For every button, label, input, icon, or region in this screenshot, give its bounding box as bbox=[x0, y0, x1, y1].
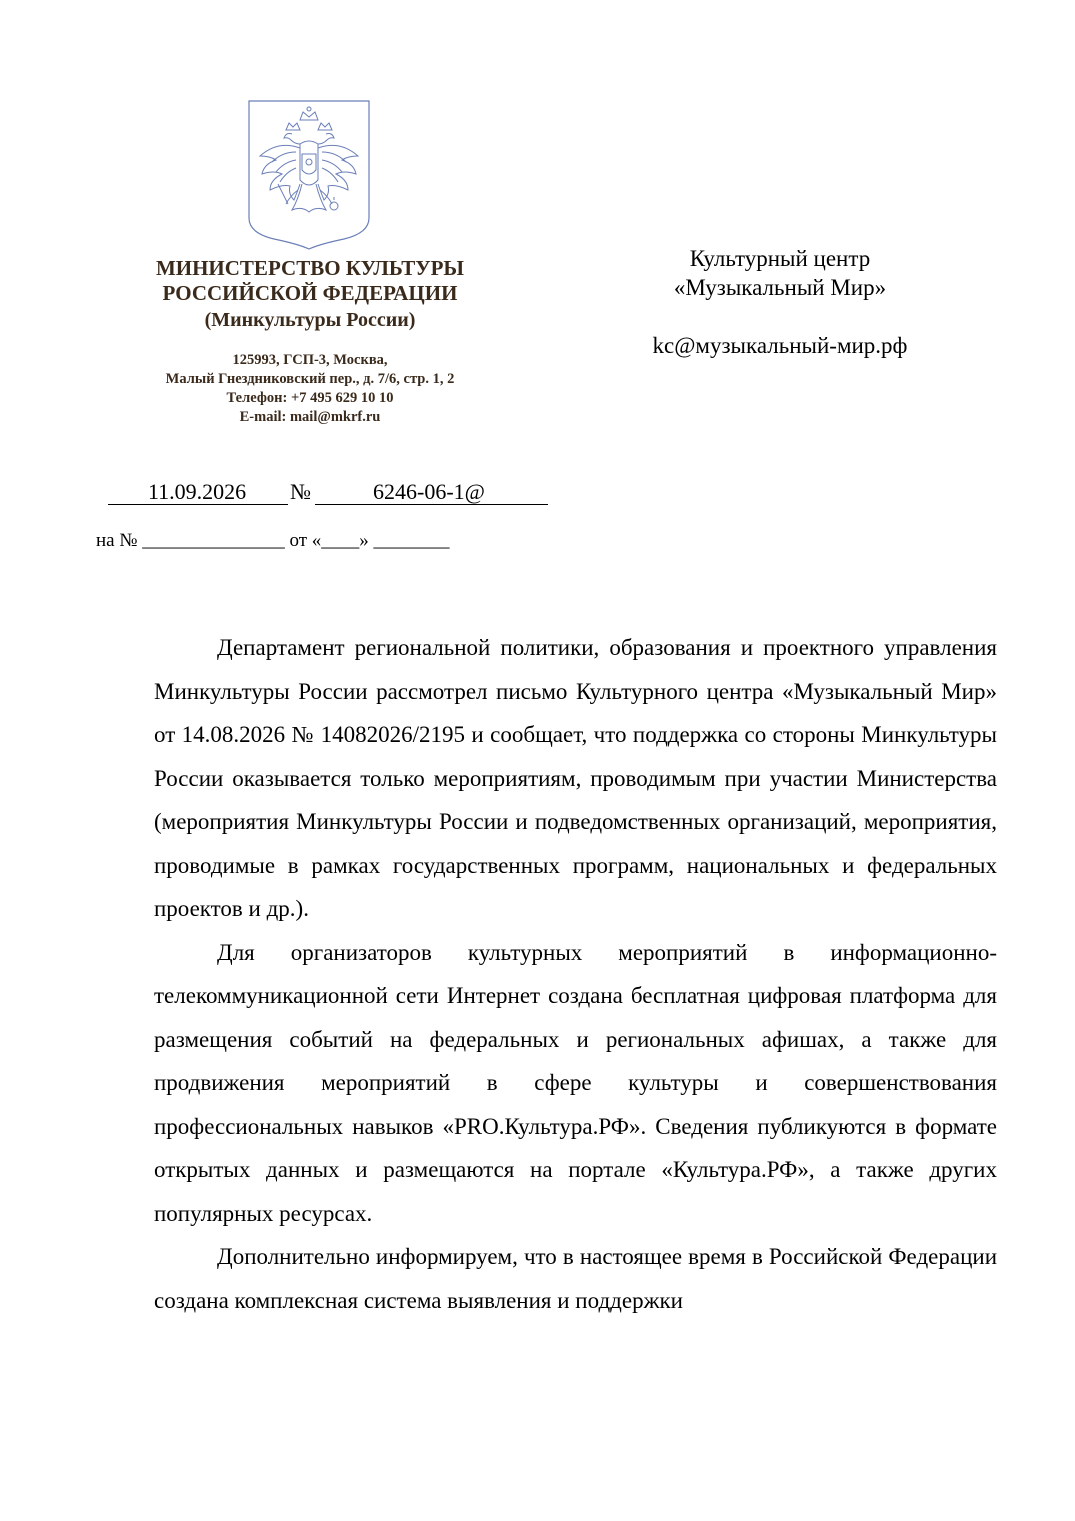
coat-of-arms-emblem bbox=[248, 100, 372, 250]
in-reply-line: на № _______________ от «____» ________ bbox=[96, 530, 450, 551]
registration-line bbox=[108, 479, 568, 509]
recipient-block bbox=[600, 244, 960, 360]
recipient-line2: «Музыкальный Мир» bbox=[673, 275, 887, 300]
registration-number: 6246-06-1@ bbox=[373, 479, 485, 504]
body-paragraph-1: Департамент региональной политики, образования и проектного управления Минкультуры России рассмотрел письмо Культурного центра «Музыкальный Мир» от 14.08.2026 № 14082026/2195 и сообщает, что поддержка со стороны Минкультуры России оказывается только мероприятиям, проводимым при участии Министерства (мероприятия Минкультуры России и подведомственных организаций, мероприятия, проводимые в рамках государственных программ, национальных и федеральных проектов и др.). bbox=[154, 635, 997, 921]
sender-address-line1: 125993, ГСП-3, Москва, bbox=[232, 352, 388, 368]
recipient-email: kc@музыкальный-мир.рф bbox=[652, 333, 908, 358]
number-sign: № bbox=[290, 479, 311, 504]
ministry-name-line2: РОССИЙСКОЙ ФЕДЕРАЦИИ bbox=[162, 281, 458, 305]
sender-email: E-mail: mail@mkrf.ru bbox=[239, 409, 381, 425]
sender-block bbox=[100, 256, 520, 427]
ministry-short-name: (Минкультуры России) bbox=[204, 309, 416, 331]
sender-address-line2: Малый Гнездниковский пер., д. 7/6, стр. 1, 2 bbox=[165, 371, 455, 387]
body-paragraph-3: Дополнительно информируем, что в настоящее время в Российской Федерации создана комплексная система выявления и поддержки bbox=[154, 1244, 997, 1313]
recipient-line1: Культурный центр bbox=[689, 246, 871, 271]
body-paragraph-2: Для организаторов культурных мероприятий в информационно-телекоммуникационной сети Интернет создана бесплатная цифровая платформа для размещения событий на федеральных и региональных афишах, а также для продвижения мероприятий в сфере культуры и совершенствования профессиональных навыков «PRO.Культура.РФ». Сведения публикуются в формате открытых данных и размещаются на портале «Культура.РФ», а также других популярных ресурсах. bbox=[154, 939, 997, 1226]
letter-body bbox=[154, 626, 997, 1322]
sender-phone: Телефон: +7 495 629 10 10 bbox=[226, 390, 394, 406]
registration-date: 11.09.2026 bbox=[148, 479, 247, 504]
ministry-name-line1: МИНИСТЕРСТВО КУЛЬТУРЫ bbox=[155, 256, 465, 280]
